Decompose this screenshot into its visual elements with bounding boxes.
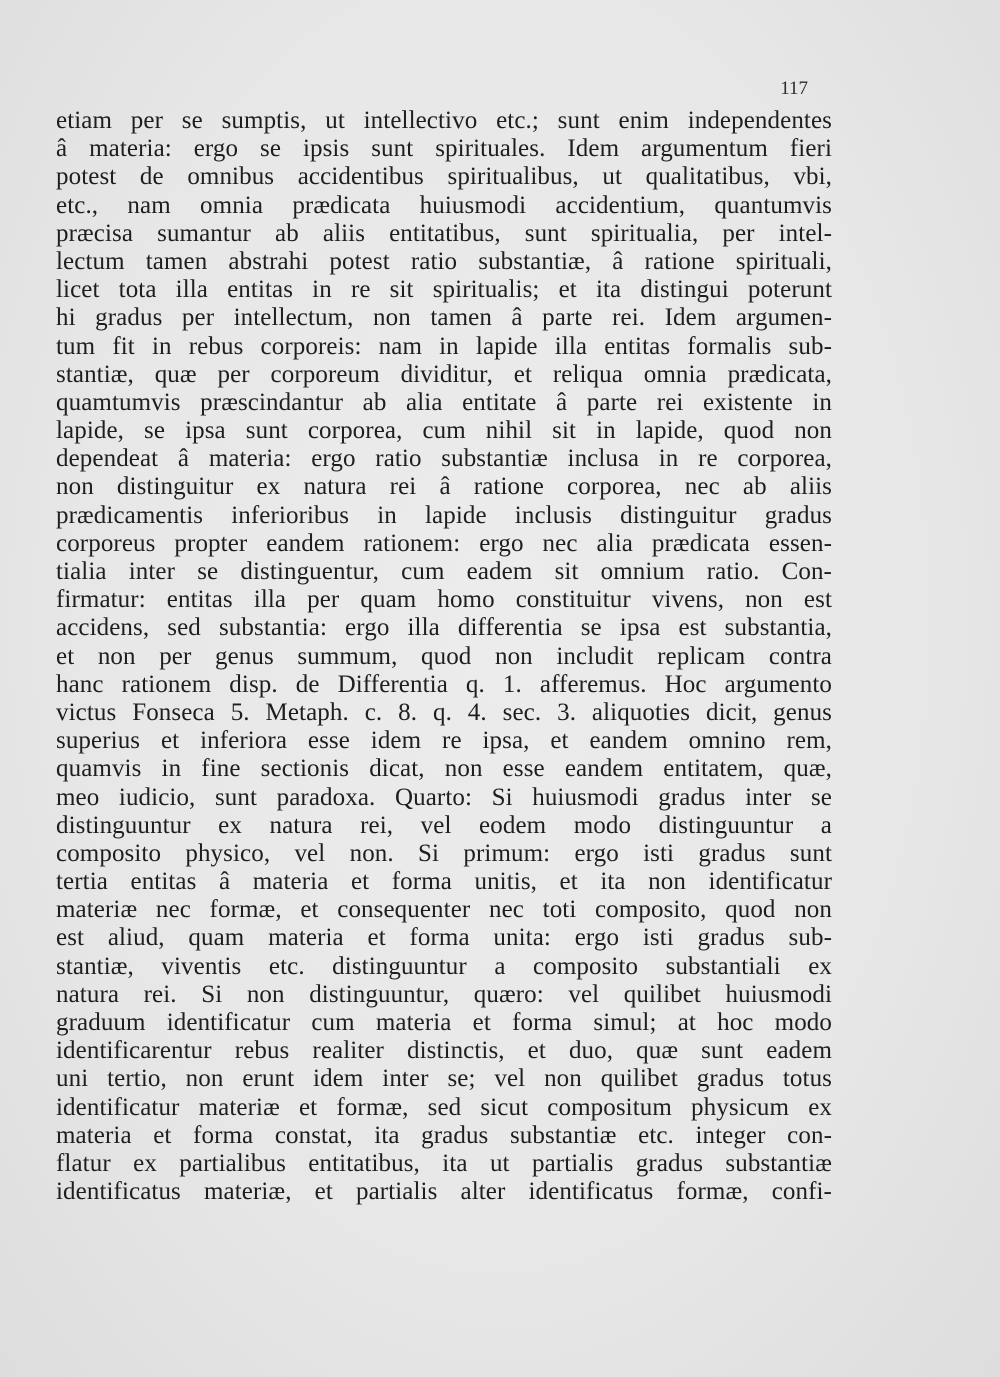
text-line: hi gradus per intellectum, non tamen â parte rei. Idem argumen- xyxy=(56,304,832,332)
text-line: potest de omnibus accidentibus spiritualibus, ut qualitatibus, vbi, xyxy=(56,163,832,191)
text-line: quamtumvis præscindantur ab alia entitate â parte rei existente in xyxy=(56,388,832,416)
text-line: licet tota illa entitas in re sit spiritualis; et ita distingui poterunt xyxy=(56,276,832,304)
text-line: identificarentur rebus realiter distinctis, et duo, quæ sunt eadem xyxy=(56,1037,832,1065)
text-line: est aliud, quam materia et forma unita: ergo isti gradus sub- xyxy=(56,924,832,952)
text-line: meo iudicio, sunt paradoxa. Quarto: Si huiusmodi gradus inter se xyxy=(56,783,832,811)
text-line: superius et inferiora esse idem re ipsa, et eandem omnino rem, xyxy=(56,727,832,755)
text-line: etiam per se sumptis, ut intellectivo etc.; sunt enim independentes xyxy=(56,107,832,134)
text-line: prædicamentis inferioribus in lapide inclusis distinguitur gradus xyxy=(56,501,832,529)
text-line: lectum tamen abstrahi potest ratio substantiæ, â ratione spirituali, xyxy=(56,247,832,275)
text-line: stantiæ, quæ per corporeum dividitur, et reliqua omnia prædicata, xyxy=(56,360,832,388)
text-line: quamvis in fine sectionis dicat, non esse eandem entitatem, quæ, xyxy=(56,755,832,783)
text-line: flatur ex partialibus entitatibus, ita ut partialis gradus substantiæ xyxy=(56,1149,832,1177)
text-line: etc., nam omnia prædicata huiusmodi accidentium, quantumvis xyxy=(56,191,832,219)
text-line: materia et forma constat, ita gradus substantiæ etc. integer con- xyxy=(56,1121,832,1149)
text-line: tertia entitas â materia et forma unitis, et ita non identificatur xyxy=(56,868,832,896)
text-line: distinguuntur ex natura rei, vel eodem modo distinguuntur a xyxy=(56,811,832,839)
text-line: graduum identificatur cum materia et forma simul; at hoc modo xyxy=(56,1009,832,1036)
text-line: accidens, sed substantia: ergo illa differentia se ipsa est substantia, xyxy=(56,614,832,642)
text-line: corporeus propter eandem rationem: ergo nec alia prædicata essen- xyxy=(56,529,832,557)
text-line: et non per genus summum, quod non includit replicam contra xyxy=(56,642,832,670)
body-text xyxy=(42,107,832,1206)
text-line: lapide, se ipsa sunt corporea, cum nihil sit in lapide, quod non xyxy=(56,417,832,445)
text-line: â materia: ergo se ipsis sunt spirituales. Idem argumentum fieri xyxy=(56,135,832,163)
text-line: dependeat â materia: ergo ratio substantiæ inclusa in re corporea, xyxy=(56,445,832,473)
text-line: stantiæ, viventis etc. distinguuntur a composito substantiali ex xyxy=(56,952,832,980)
text-line: identificatus materiæ, et partialis alter identificatus formæ, confi- xyxy=(56,1178,832,1206)
text-line: composito physico, vel non. Si primum: ergo isti gradus sunt xyxy=(56,839,832,867)
text-line: non distinguitur ex natura rei â ratione corporea, nec ab aliis xyxy=(56,473,832,501)
text-line: identificatur materiæ et formæ, sed sicut compositum physicum ex xyxy=(56,1093,832,1121)
text-line: tialia inter se distinguentur, cum eadem sit omnium ratio. Con- xyxy=(56,558,832,585)
page-number: 117 xyxy=(780,78,808,99)
text-line: victus Fonseca 5. Metaph. c. 8. q. 4. sec. 3. aliquoties dicit, genus xyxy=(56,698,832,726)
text-line: firmatur: entitas illa per quam homo constituitur vivens, non est xyxy=(56,586,832,614)
text-line: natura rei. Si non distinguuntur, quæro: vel quilibet huiusmodi xyxy=(56,980,832,1008)
text-line: uni tertio, non erunt idem inter se; vel non quilibet gradus totus xyxy=(56,1065,832,1093)
text-line: præcisa sumantur ab aliis entitatibus, sunt spiritualia, per intel- xyxy=(56,219,832,247)
text-line: hanc rationem disp. de Differentia q. 1. afferemus. Hoc argumento xyxy=(56,670,832,698)
text-line: materiæ nec formæ, et consequenter nec toti composito, quod non xyxy=(56,896,832,924)
text-line: tum fit in rebus corporeis: nam in lapide illa entitas formalis sub- xyxy=(56,332,832,360)
